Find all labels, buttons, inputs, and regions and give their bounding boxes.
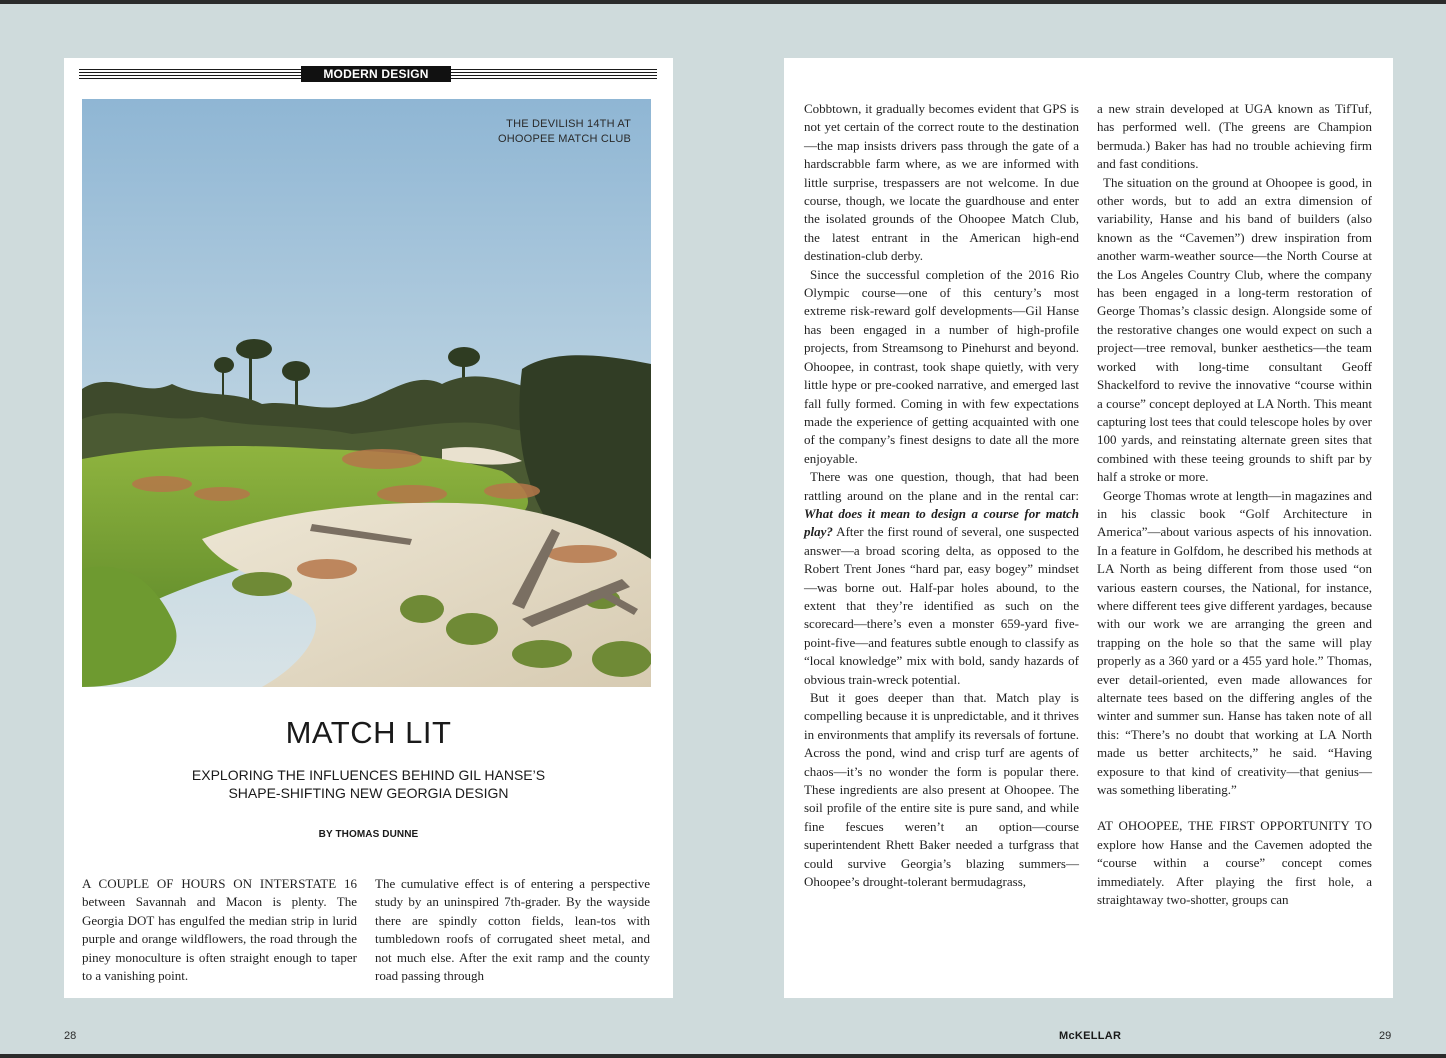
left-body-column-1	[82, 875, 357, 985]
course-photo	[82, 99, 651, 687]
section-header	[79, 66, 657, 82]
headline: MATCH LIT	[285, 715, 452, 750]
body-paragraph: George Thomas wrote at length—in magazines and in his classic book “Golf Architecture in America”—about various aspects of his innovation. In a feature in Golfdom, he described his methods at LA North as being different from those used “on various eastern courses, the National, for instance, where different tees give different yardages, because with our work we are arranging the green and trapping on the hole so that the same will play properly as a 360 yard or a 455 yard hole.” Thomas, ever detail-oriented, even made allowances for alternate tees based on the differing angles of the winter and summer sun. Hanse has taken note of all this: “There’s no doubt that working at LA North made us better architects,” he said. “Having exposure to that kind of creativity—that genius—was something liberating.”	[1097, 487, 1372, 798]
magazine-name: McKELLAR	[1059, 1030, 1122, 1042]
left-page	[64, 58, 673, 998]
page-number-right: 29	[1379, 1030, 1392, 1042]
body-paragraph: The cumulative effect is of entering a perspective study by an uninspired 7th-grader. By the wayside there are spindly cotton fields, lean-tos with tumbledown roofs of corrugated sheet metal, and not much else. After the exit ramp and the county road passing through	[375, 876, 650, 984]
left-body-column-2	[375, 875, 650, 985]
body-paragraph: Since the successful completion of the 2016 Rio Olympic course—one of this century’s most extreme risk-reward golf developments—Gil Hanse has been engaged in a number of high-profile projects, from Streamsong to Pinehurst and beyond. Ohoopee, in contrast, took shape quietly, with very little hype or pre-cooked narrative, and emerged last fall fully formed. Coming in with few expectations made the experience of getting acquainted with one of the company’s finest designs to date all the more enjoyable.	[804, 266, 1079, 466]
top-frame-edge	[0, 0, 1446, 4]
body-paragraph: But it goes deeper than that. Match play is compelling because it is unpredictable, and it thrives in environments that amplify its reversals of fortune. Across the pond, wind and crisp turf are agents of chaos—it’s no wonder the form is popular there. These ingredients are also present at Ohoopee. The soil profile of the entire site is pure sand, and while fine fescues weren’t an option—course superintendent Rhett Baker needed a turfgrass that could survive Georgia’s blazing summers—Ohoopee’s drought-tolerant bermudagrass,	[804, 690, 1079, 890]
body-paragraph: a new strain developed at UGA known as TifTuf, has performed well. (The greens are Champion bermuda.) Baker has had no trouble achieving firm and fast conditions.	[1097, 101, 1372, 172]
dek: EXPLORING THE INFLUENCES BEHIND GIL HANSE’S SHAPE-SHIFTING NEW GEORGIA DESIGN	[191, 767, 546, 801]
bottom-frame-edge	[0, 1054, 1446, 1058]
page-number-left: 28	[64, 1030, 77, 1042]
right-body-column-1	[804, 100, 1079, 891]
body-paragraph: There was one question, though, that had been rattling around on the plane and in the rental car: What does it mean to design a course for match play? After the first round of several, one suspected answer—a broad scoring delta, as opposed to the Robert Trent Jones “hard par, easy bogey” mindset—was borne out. Half-par holes abound, to the extent that they’re identified as such on the scorecard—there’s even a monster 659-yard five-point-five—and features subtle enough to classify as “local knowledge” mix with bold, sandy hazards of obvious train-wreck potential.	[804, 469, 1079, 687]
byline: BY THOMAS DUNNE	[318, 829, 419, 840]
section-label: MODERN DESIGN	[301, 66, 451, 82]
body-paragraph: Cobbtown, it gradually becomes evident that GPS is not yet certain of the correct route to the destination—the map insists drivers pass through the gate of a hardscrabble farm where, as we are informed with little surprise, trespassers are not welcome. In due course, though, we locate the guardhouse and enter the isolated grounds of the Ohoopee Match Club, the latest entrant in the American high-end destination-club derby.	[804, 101, 1079, 264]
photo-caption: THE DEVILISH 14TH AT OHOOPEE MATCH CLUB	[498, 118, 631, 145]
right-page	[784, 58, 1393, 998]
right-body-column-2	[1097, 100, 1372, 909]
body-paragraph: The situation on the ground at Ohoopee is good, in other words, but to add an extra dimension of variability, Hanse and his band of builders (also known as the “Cavemen”) drew inspiration from another warm-weather source—the North Course at the Los Angeles Country Club, where the company has been engaged in a long-term restoration of George Thomas’s classic design. Alongside some of the restorative changes one would expect on such a project—tree removal, bunker aesthetics—the team worked with long-time consultant Geoff Shackelford to revive the innovative “course within a course” concept deployed at LA North. This meant capturing lost tees that could telescope holes by over 100 yards, and reinstating alternate green sites that combined with these teeing grounds to shift par by half a stroke or more.	[1097, 174, 1372, 485]
body-paragraph: AT OHOOPEE, THE FIRST OPPORTUNITY TO explore how Hanse and the Cavemen adopted the “course within a course” concept comes immediately. After playing the first hole, a straightaway two-shotter, groups can	[1097, 818, 1372, 908]
body-paragraph: A COUPLE OF HOURS ON INTERSTATE 16 between Savannah and Macon is plenty. The Georgia DOT has engulfed the median strip in lurid purple and orange wildflowers, the road through the piney monoculture is often straight enough to taper to a vanishing point.	[82, 876, 357, 984]
